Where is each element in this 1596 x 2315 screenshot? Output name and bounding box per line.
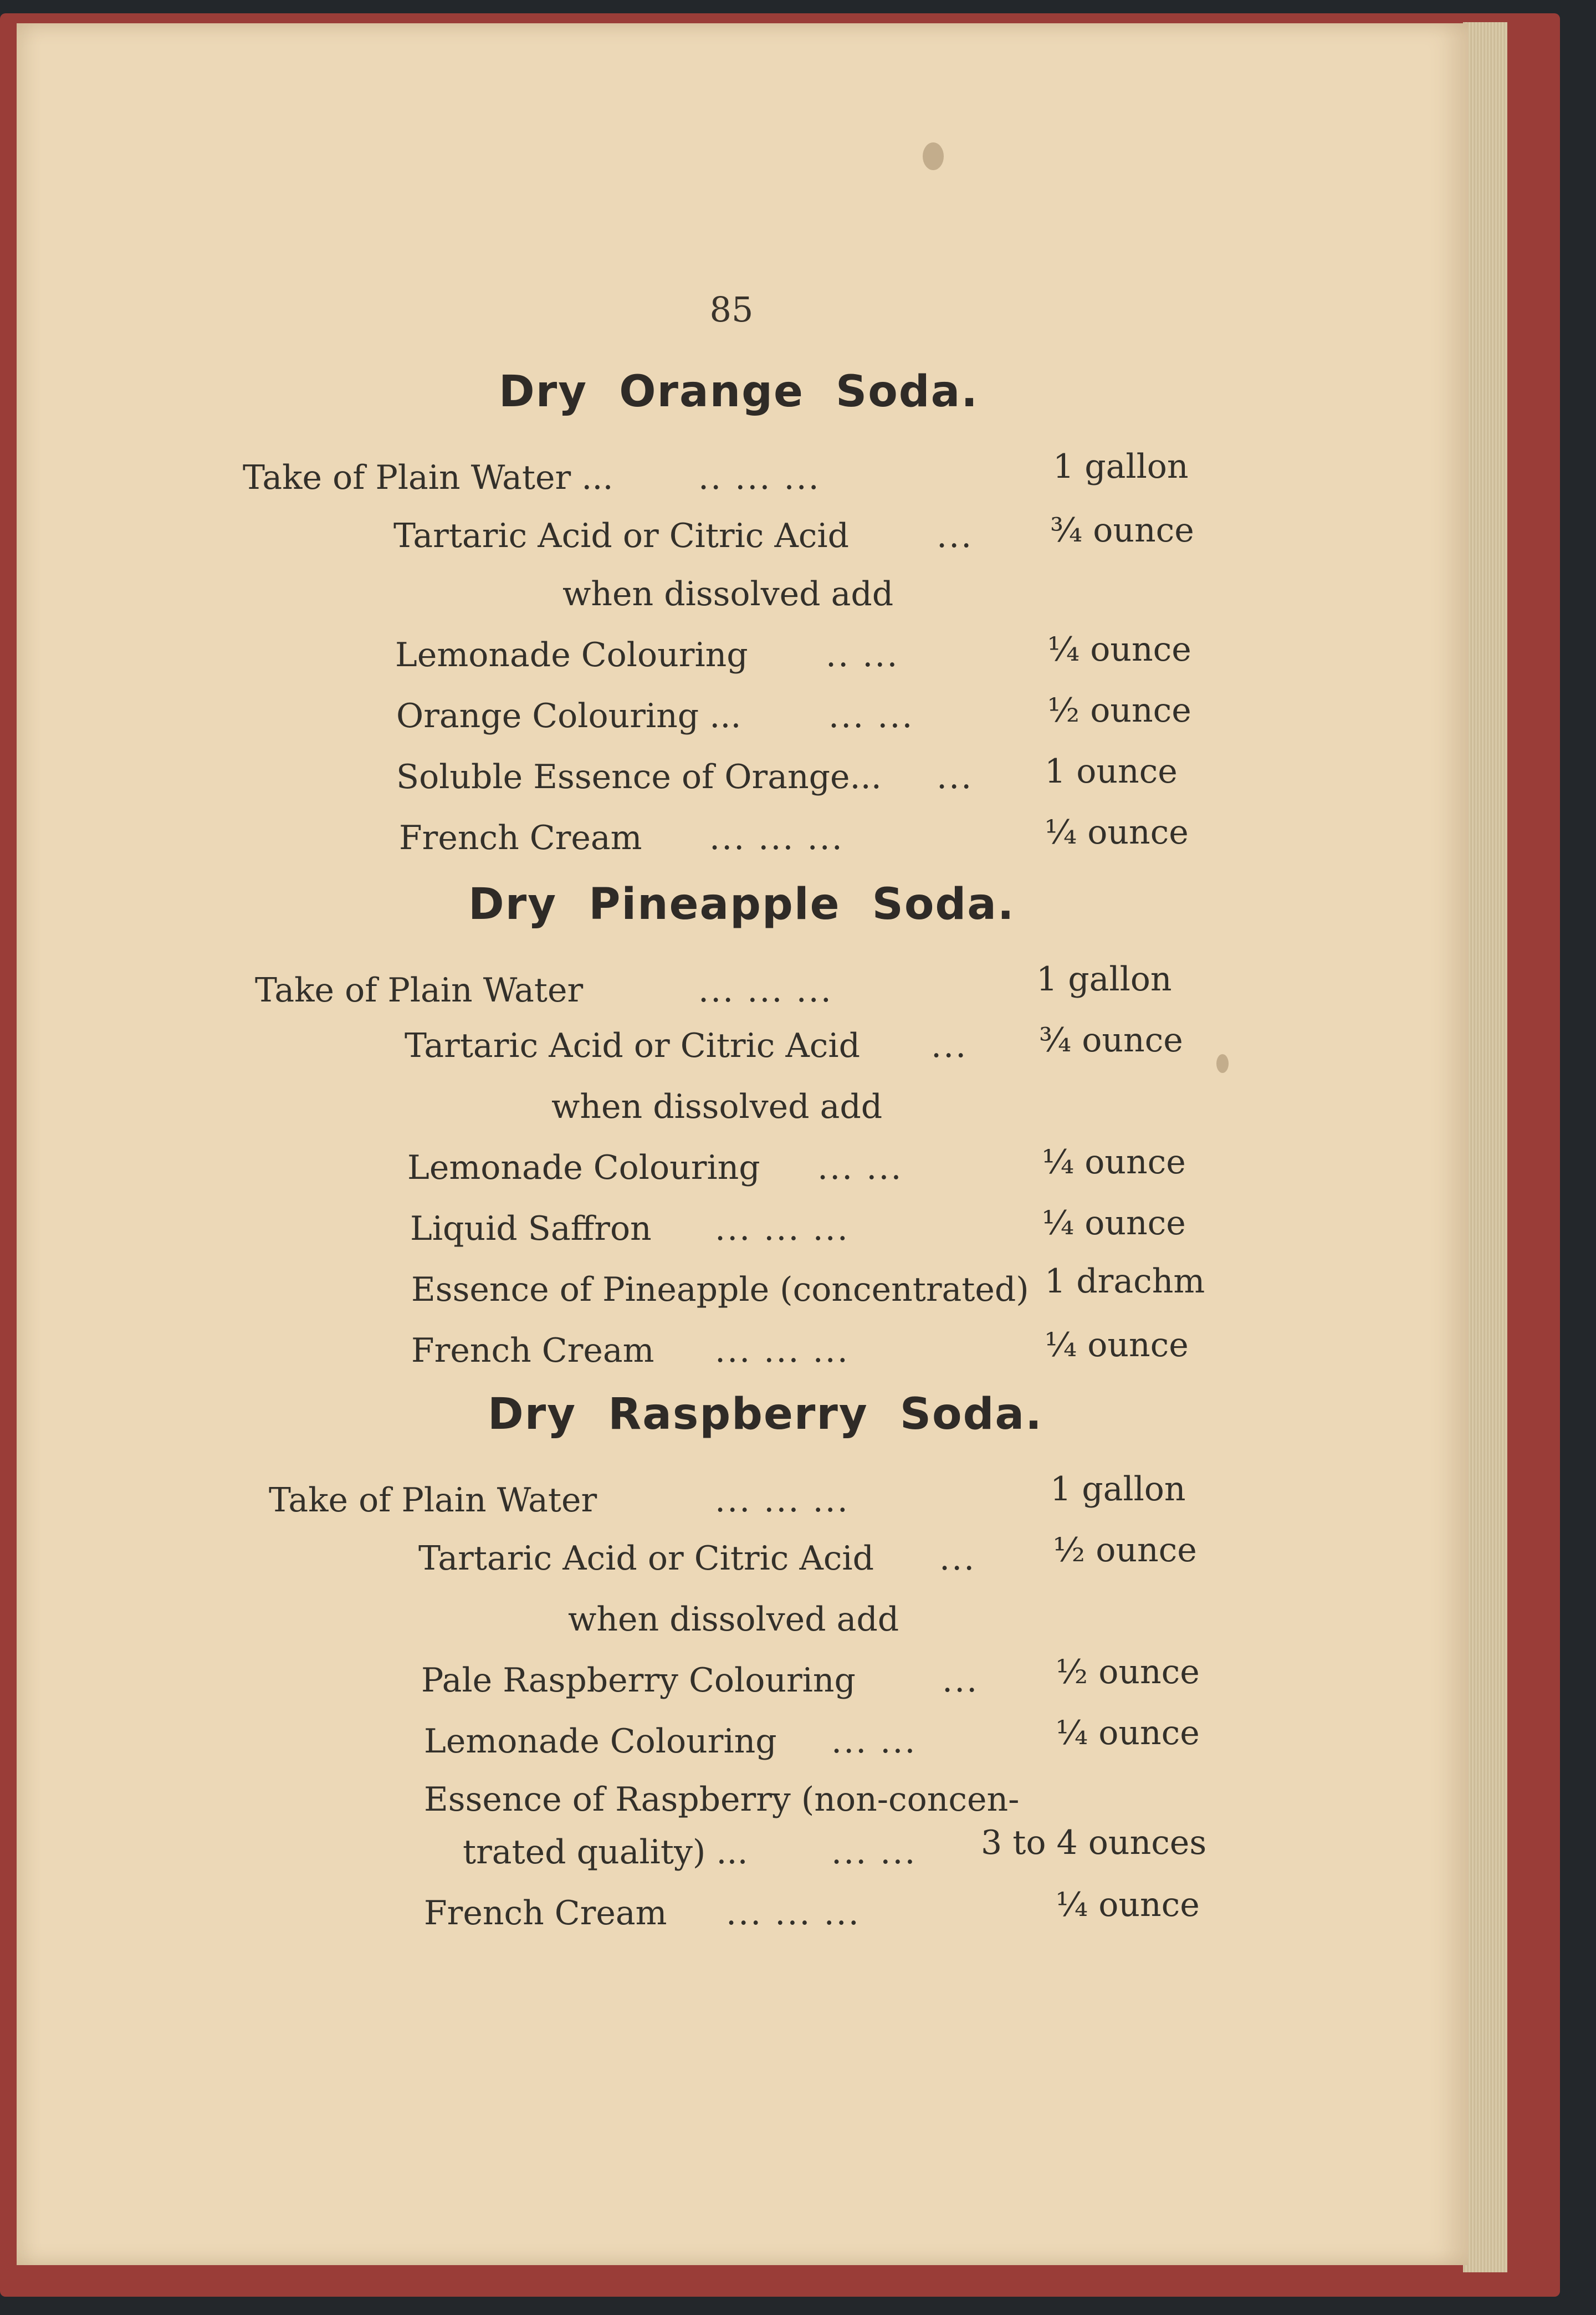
ingredient-quantity: ¼ ounce — [1045, 1326, 1189, 1365]
page-edges — [1463, 22, 1507, 2272]
instruction-text: when dissolved add — [551, 1087, 883, 1126]
ingredient-quantity: ¼ ounce — [1056, 1714, 1200, 1752]
stain-spot — [923, 142, 944, 170]
dot-leader: ... — [939, 1539, 976, 1578]
ingredient-quantity: ¼ ounce — [1042, 1204, 1186, 1243]
ingredient-quantity: 1 gallon — [1053, 447, 1189, 486]
ingredient-quantity: 3 to 4 ounces — [981, 1823, 1207, 1862]
ingredient-quantity: 1 gallon — [1036, 960, 1172, 999]
dot-leader: ... ... ... — [698, 971, 833, 1010]
dot-leader: ... ... ... — [715, 1209, 850, 1248]
ingredient-quantity: ¼ ounce — [1045, 813, 1189, 852]
instruction-text: when dissolved add — [562, 575, 894, 614]
ingredient-text: Take of Plain Water — [255, 971, 584, 1010]
ingredient-text: Tartaric Acid or Citric Acid — [405, 1026, 861, 1065]
dot-leader: ... ... ... — [726, 1894, 861, 1933]
ingredient-quantity: ½ ounce — [1053, 1531, 1197, 1570]
dot-leader: ... ... — [828, 697, 914, 735]
dot-leader: ... — [931, 1026, 968, 1065]
ingredient-quantity: 1 gallon — [1050, 1470, 1186, 1509]
dot-leader: ... — [937, 758, 974, 796]
ingredient-text: Liquid Saffron — [410, 1209, 652, 1248]
ingredient-text: Orange Colouring ... — [396, 697, 741, 735]
ingredient-text: Lemonade Colouring — [407, 1148, 760, 1187]
dot-leader: .. ... — [826, 636, 899, 674]
book-page — [17, 23, 1469, 2265]
dot-leader: ... ... ... — [715, 1481, 850, 1520]
recipe-title: Dry Raspberry Soda. — [488, 1389, 1043, 1439]
dot-leader: ... ... — [831, 1722, 917, 1761]
dot-leader: ... — [937, 517, 974, 555]
ingredient-quantity: 1 ounce — [1045, 752, 1178, 791]
dot-leader: ... ... — [831, 1833, 917, 1872]
ingredient-text: Lemonade Colouring — [424, 1722, 777, 1761]
ingredient-quantity: ¼ ounce — [1042, 1143, 1186, 1182]
recipe-title: Dry Pineapple Soda. — [468, 880, 1015, 929]
ingredient-text: French Cream — [424, 1894, 667, 1933]
instruction-text: when dissolved add — [568, 1600, 899, 1639]
ingredient-text: French Cream — [411, 1331, 654, 1370]
ingredient-quantity: ½ ounce — [1047, 691, 1191, 730]
dot-leader: ... ... — [817, 1148, 903, 1187]
ingredient-text: French Cream — [399, 819, 642, 857]
ingredient-text: Tartaric Acid or Citric Acid — [418, 1539, 874, 1578]
recipe-title: Dry Orange Soda. — [499, 367, 979, 417]
ingredient-text: trated quality) ... — [463, 1833, 748, 1872]
dot-leader: ... — [942, 1661, 979, 1700]
ingredient-quantity: 1 drachm — [1045, 1262, 1205, 1301]
ingredient-quantity: ¼ ounce — [1056, 1885, 1200, 1924]
ingredient-text: Pale Raspberry Colouring — [421, 1661, 856, 1700]
ingredient-text: Tartaric Acid or Citric Acid — [393, 517, 850, 555]
ingredient-quantity: ¾ ounce — [1050, 511, 1194, 550]
dot-leader: ... ... ... — [715, 1331, 850, 1370]
ingredient-quantity: ¾ ounce — [1039, 1021, 1183, 1060]
ingredient-text: Take of Plain Water — [269, 1481, 597, 1520]
ingredient-text: Essence of Raspberry (non-concen- — [424, 1780, 1020, 1819]
page-number: 85 — [709, 289, 754, 330]
stain-spot — [1216, 1054, 1229, 1073]
dot-leader: ... ... ... — [709, 819, 844, 857]
ingredient-text: Soluble Essence of Orange... — [396, 758, 882, 796]
ingredient-quantity: ½ ounce — [1056, 1653, 1200, 1691]
ingredient-text: Take of Plain Water ... — [243, 458, 613, 497]
dot-leader: .. ... ... — [698, 458, 821, 497]
ingredient-text: Essence of Pineapple (concentrated) — [411, 1270, 1029, 1309]
ingredient-quantity: ¼ ounce — [1047, 630, 1191, 669]
ingredient-text: Lemonade Colouring — [395, 636, 748, 674]
